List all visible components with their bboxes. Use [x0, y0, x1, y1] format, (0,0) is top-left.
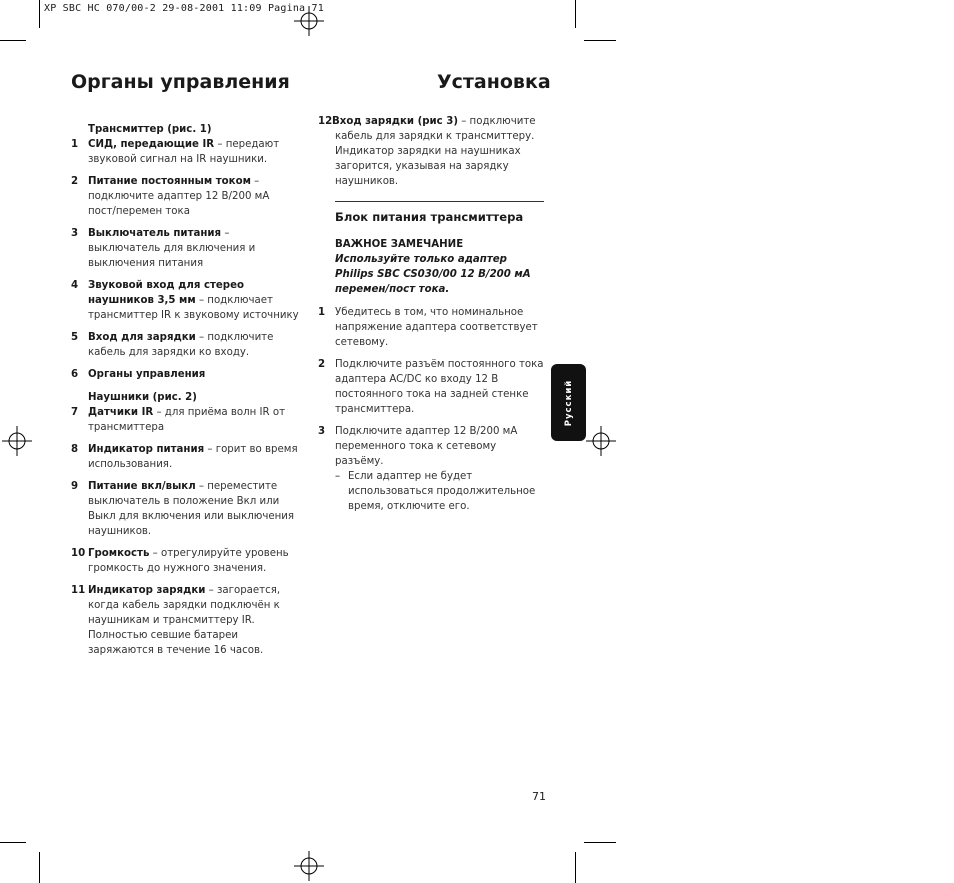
left-column [71, 122, 299, 665]
print-header: XP SBC HC 070/00-2 29-08-2001 11:09 Pagina 71 [44, 3, 324, 14]
list-item [318, 305, 544, 350]
item-term: Питание постоянным током [88, 176, 251, 187]
item-number: 3 [318, 426, 326, 437]
item-term: Датчики IR [88, 407, 154, 418]
transmitter-items [71, 137, 299, 382]
item-description: – подключите кабель для зарядки к трансмиттеру. Индикатор зарядки на наушниках загорится, указывая на зарядку наушников. [335, 116, 536, 187]
setup-steps [318, 305, 544, 469]
important-text: Используйте только адаптер Philips SBC CS030/00 12 В/200 мА перемен/пост тока. [335, 254, 531, 295]
page-number: 71 [532, 790, 546, 803]
page-title-left: Органы управления [71, 71, 290, 93]
item-description: Подключите адаптер 12 В/200 мА переменного тока к сетевому разъёму. [335, 426, 518, 467]
list-item [71, 583, 299, 658]
registration-mark-icon [586, 426, 616, 456]
item-description: Убедитесь в том, что номинальное напряжение адаптера соответствует сетевому. [335, 307, 538, 348]
item-term: Выключатель питания [88, 228, 222, 239]
list-item [71, 226, 299, 271]
list-item [71, 479, 299, 539]
section-heading: Блок питания трансмиттера [335, 210, 524, 224]
item-description: – для приёма волн IR от трансмиттера [88, 407, 286, 433]
item-term: Индикатор питания [88, 444, 205, 455]
item-number: 1 [318, 307, 326, 318]
item-description: Подключите разъём постоянного тока адаптера AC/DC ко входу 12 В постоянного тока на задней стенке трансмиттера. [335, 359, 544, 415]
dash: – [335, 471, 341, 482]
crop-mark [39, 0, 40, 28]
item-description: – выключатель для включения и выключения питания [88, 228, 256, 269]
crop-mark [584, 842, 616, 843]
item-term: Громкость [88, 548, 150, 559]
item-term: СИД, передающие IR [88, 139, 215, 150]
headphone-items [71, 405, 299, 658]
item-number: 7 [71, 407, 79, 418]
list-item [71, 330, 299, 360]
item-number: 5 [71, 332, 79, 343]
list-item [71, 174, 299, 219]
item-term: Вход зарядки (рис 3) [332, 116, 458, 127]
list-item [71, 442, 299, 472]
item-term: Органы управления [88, 369, 206, 380]
item-description: – горит во время использования. [88, 444, 298, 470]
item-number: 8 [71, 444, 79, 455]
item-term: Звуковой вход для стерео наушников 3,5 мм [88, 280, 244, 306]
item-number: 2 [318, 359, 326, 370]
crop-mark [0, 842, 26, 843]
crop-mark [575, 0, 576, 28]
item-description: – переместите выключатель в положение Вкл или Выкл для включения или выключения наушников. [88, 481, 295, 537]
item-term: Индикатор зарядки [88, 585, 206, 596]
item-number: 6 [71, 369, 79, 380]
sub-note-text: Если адаптер не будет использоваться продолжительное время, отключите его. [348, 471, 536, 512]
crop-mark [39, 852, 40, 883]
important-title: ВАЖНОЕ ЗАМЕЧАНИЕ [335, 239, 464, 250]
item-number: 12 [318, 116, 333, 127]
list-item [71, 405, 299, 435]
crop-mark [0, 40, 26, 41]
item-number: 2 [71, 176, 79, 187]
item-number: 4 [71, 280, 79, 291]
sub-note [335, 469, 544, 514]
item-term: Вход для зарядки [88, 332, 196, 343]
item-number: 9 [71, 481, 79, 492]
list-item [318, 424, 544, 469]
registration-mark-icon [2, 426, 32, 456]
registration-mark-icon [294, 6, 324, 36]
item-number: 3 [71, 228, 79, 239]
item-description: – загорается, когда кабель зарядки подключён к наушникам и трансмиттеру IR. Полностью севшие батареи заряжаются в течение 16 часов. [88, 585, 281, 656]
list-item [318, 114, 544, 189]
section-heading: Наушники (рис. 2) [88, 392, 197, 403]
list-item [71, 546, 299, 576]
list-item [318, 357, 544, 417]
section-heading: Трансмиттер (рис. 1) [88, 124, 212, 135]
item-description: – подключает трансмиттер IR к звуковому источнику [88, 295, 299, 321]
registration-mark-icon [294, 851, 324, 881]
item-description: – отрегулируйте уровень громкость до нужного значения. [88, 548, 289, 574]
crop-mark [584, 40, 616, 41]
language-tab [551, 364, 586, 441]
list-item [71, 278, 299, 323]
divider [335, 201, 544, 202]
item-description: – подключите кабель для зарядки ко входу. [88, 332, 274, 358]
item-number: 11 [71, 585, 86, 596]
list-item [71, 367, 299, 382]
page-title-right: Установка [437, 71, 551, 93]
crop-mark [575, 852, 576, 883]
item-number: 10 [71, 548, 86, 559]
list-item [71, 137, 299, 167]
item-description: – подключите адаптер 12 В/200 мА пост/перемен тока [88, 176, 270, 217]
item-description: – передают звуковой сигнал на IR наушники. [88, 139, 280, 165]
item-number: 1 [71, 139, 79, 150]
item-term: Питание вкл/выкл [88, 481, 196, 492]
right-column [318, 114, 544, 514]
language-label: Русский [563, 379, 574, 426]
